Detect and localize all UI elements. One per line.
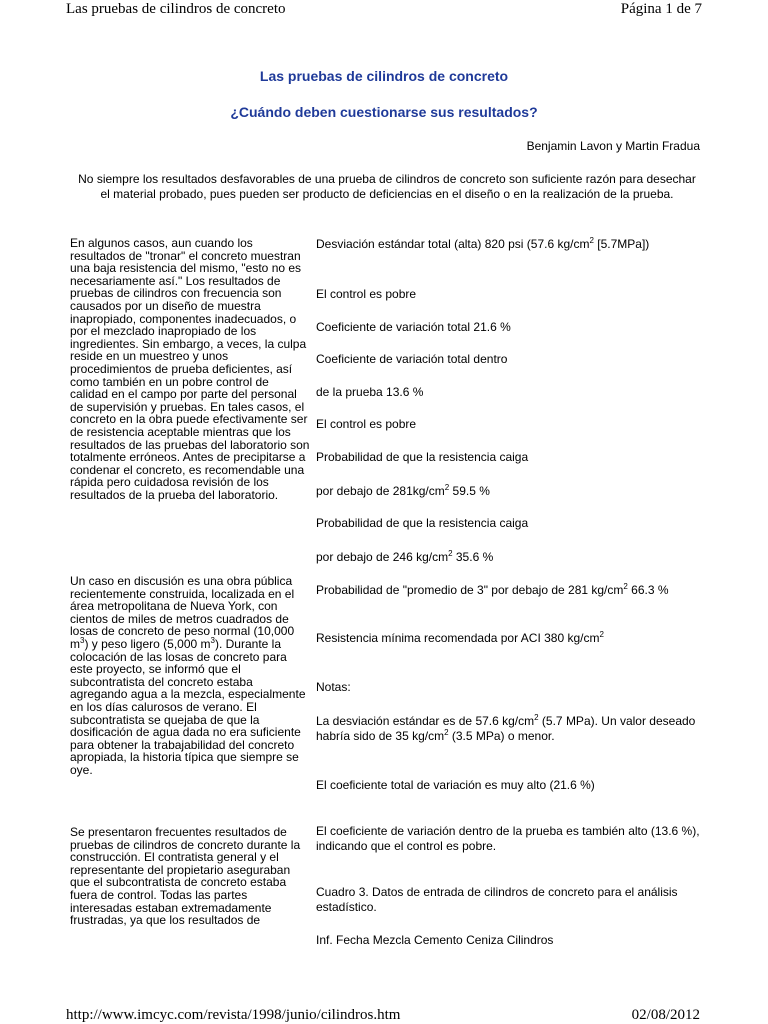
stat-control-poor-1: El control es pobre <box>316 287 417 301</box>
article-title: Las pruebas de cilindros de concreto <box>259 68 509 84</box>
superscript: 3 <box>210 635 215 645</box>
table-caption: Cuadro 3. Datos de entrada de cilindros de concreto para el análisis estadístico. <box>316 885 678 914</box>
stat-control-poor-2: El control es pobre <box>316 417 417 431</box>
article-authors: Benjamin Lavon y Martin Fradua <box>526 139 700 153</box>
note-text: La desviación estándar es de 57.6 kg/cm <box>316 714 535 728</box>
superscript: 2 <box>623 582 628 591</box>
paragraph-2 <box>70 575 310 777</box>
stat-text: por debajo de 281kg/cm <box>316 484 445 498</box>
superscript: 2 <box>444 728 449 737</box>
footer-date: 02/08/2012 <box>631 1007 700 1023</box>
paragraph-3: Se presentaron frecuentes resultados de pruebas de cilindros de concreto durante la construcción. El contratista general y el representante del propietario aseguraban que el subcontratista de concreto estaba fuera de control. Todas las partes interesadas estaban extremadamente frustradas, ya que los resultados de <box>70 825 301 928</box>
superscript: 3 <box>80 635 85 645</box>
note-coef-within: El coeficiente de variación dentro de la prueba es también alto (13.6 %), indicando que el control es pobre. <box>316 824 700 853</box>
stat-text: Desviación estándar total (alta) 820 psi (57.6 kg/cm <box>316 237 590 251</box>
stat-std-deviation <box>316 237 706 252</box>
header-page-info: Página 1 de 7 <box>620 1 702 17</box>
superscript: 2 <box>534 713 539 722</box>
stat-probability-2-label: Probabilidad de que la resistencia caiga <box>316 516 529 530</box>
superscript: 2 <box>444 483 450 492</box>
stat-coef-variation-within: Coeficiente de variación total dentro <box>316 352 508 366</box>
stat-text: Probabilidad de "promedio de 3" por debajo de 281 kg/cm <box>316 583 624 597</box>
header-document-title: Las pruebas de cilindros de concreto <box>66 1 286 17</box>
stat-probability-2-value <box>316 550 706 565</box>
stat-text: 59.5 % <box>449 484 490 498</box>
stat-coef-variation-total: Coeficiente de variación total 21.6 % <box>316 320 511 334</box>
stat-text: 35.6 % <box>452 550 494 564</box>
paragraph-2-part-c: ). Durante la colocación de las losas de concreto para este proyecto, se informó que el subcontratista del concreto estaba agregando agua a la mezcla, especialmente en los días calurosos de verano. El subcontratista se quejaba de que la dosificación de agua dada no era suficiente para obtener la trabajabilidad del concreto apropiada, la historia típica que siempre se oye. <box>70 636 306 777</box>
article-subtitle: ¿Cuándo deben cuestionarse sus resultados? <box>230 104 538 120</box>
stat-text: [5.7MPa]) <box>593 237 650 251</box>
superscript: 2 <box>448 549 453 558</box>
stat-probability-1-value <box>316 484 706 499</box>
note-std-deviation <box>316 714 706 744</box>
table-header-row: Inf. Fecha Mezcla Cemento Ceniza Cilindros <box>316 933 554 947</box>
note-coef-total: El coeficiente total de variación es muy alto (21.6 %) <box>316 778 595 792</box>
stat-text: 66.3 % <box>627 583 669 597</box>
stat-probability-1-label: Probabilidad de que la resistencia caiga <box>316 450 529 464</box>
stat-text: Resistencia mínima recomendada por ACI 380 kg/cm <box>316 631 600 645</box>
note-text: (3.5 MPa) o menor. <box>448 729 555 743</box>
notes-heading: Notas: <box>316 680 351 694</box>
paragraph-1: En algunos casos, aun cuando los resultados de "tronar" el concreto muestran una baja resistencia del mismo, "esto no es necesariamente así." Los resultados de pruebas de cilindros con frecuencia son causados por un diseño de muestra inapropiado, componentes inadecuados, o por el mezclado inapropiado de los ingredientes. Sin embargo, a veces, la culpa reside en un muestreo y unos procedimientos de prueba deficientes, así como también en un pobre control de calidad en el campo por parte del personal de supervisión y pruebas. En tales casos, el concreto en la obra puede efectivamente ser de resistencia aceptable mientras que los resultados de las pruebas del laboratorio son totalmente erróneos. Antes de precipitarse a condenar el concreto, es recomendable una rápida pero cuidadosa revisión de los resultados de la prueba del laboratorio. <box>70 236 310 502</box>
footer-url: http://www.imcyc.com/revista/1998/junio/cilindros.htm <box>66 1007 401 1023</box>
stat-within-test-value: de la prueba 13.6 % <box>316 385 424 399</box>
stat-average-of-3 <box>316 583 706 598</box>
paragraph-2-part-a: Un caso en discusión es una obra pública recientemente construida, localizada en el área metropolitana de Nueva York, con cientos de miles de metros cuadrados de losas de concreto de peso normal (10,000 m <box>70 574 295 651</box>
article-intro: No siempre los resultados desfavorables de una prueba de cilindros de concreto son suficiente razón para desechar el material probado, pues pueden ser producto de deficiencias en el diseño o en la realización de la prueba. <box>78 172 696 201</box>
superscript: 2 <box>589 236 594 245</box>
stat-min-resistance-aci <box>316 631 706 646</box>
superscript: 2 <box>599 630 604 639</box>
stat-text: por debajo de 246 kg/cm <box>316 550 449 564</box>
paragraph-2-part-b: ) y peso ligero (5,000 m <box>84 636 211 651</box>
note-text: (5.7 MPa). Un valor deseado habría sido de 35 kg/cm <box>316 714 696 743</box>
